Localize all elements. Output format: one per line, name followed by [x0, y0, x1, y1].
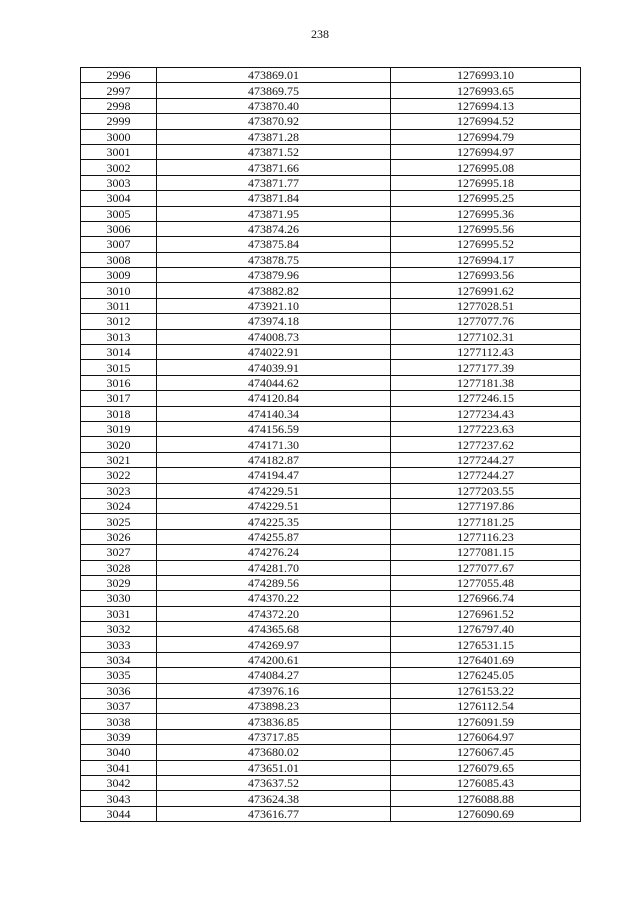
table-row [81, 252, 581, 267]
table-row [81, 652, 581, 667]
table-row [81, 129, 581, 144]
coordinates-table [80, 67, 581, 822]
point-number-cell: 3029 [81, 575, 157, 590]
point-number-cell: 2998 [81, 98, 157, 113]
x-coordinate-cell: 474276.24 [157, 545, 391, 560]
table-row [81, 314, 581, 329]
x-coordinate-cell: 473878.75 [157, 252, 391, 267]
table-row [81, 98, 581, 113]
table-row [81, 375, 581, 390]
y-coordinate-cell: 1276091.59 [391, 714, 581, 729]
point-number-cell: 3022 [81, 468, 157, 483]
point-number-cell: 3034 [81, 652, 157, 667]
x-coordinate-cell: 474044.62 [157, 375, 391, 390]
point-number-cell: 3001 [81, 144, 157, 159]
table-row [81, 760, 581, 775]
table-row [81, 683, 581, 698]
y-coordinate-cell: 1277197.86 [391, 498, 581, 513]
x-coordinate-cell: 474255.87 [157, 529, 391, 544]
y-coordinate-cell: 1277181.38 [391, 375, 581, 390]
y-coordinate-cell: 1277077.67 [391, 560, 581, 575]
point-number-cell: 3020 [81, 437, 157, 452]
x-coordinate-cell: 473871.28 [157, 129, 391, 144]
table-row [81, 729, 581, 744]
point-number-cell: 3021 [81, 452, 157, 467]
x-coordinate-cell: 474022.91 [157, 345, 391, 360]
y-coordinate-cell: 1277028.51 [391, 298, 581, 313]
table-row [81, 791, 581, 806]
x-coordinate-cell: 474229.51 [157, 483, 391, 498]
table-row [81, 437, 581, 452]
table-row [81, 221, 581, 236]
x-coordinate-cell: 473836.85 [157, 714, 391, 729]
y-coordinate-cell: 1276994.17 [391, 252, 581, 267]
table-row [81, 575, 581, 590]
x-coordinate-cell: 473869.75 [157, 83, 391, 98]
table-row [81, 622, 581, 637]
point-number-cell: 2996 [81, 68, 157, 83]
y-coordinate-cell: 1277102.31 [391, 329, 581, 344]
point-number-cell: 3035 [81, 668, 157, 683]
point-number-cell: 3010 [81, 283, 157, 298]
x-coordinate-cell: 474365.68 [157, 622, 391, 637]
table-row [81, 83, 581, 98]
y-coordinate-cell: 1276064.97 [391, 729, 581, 744]
point-number-cell: 3004 [81, 191, 157, 206]
y-coordinate-cell: 1276994.13 [391, 98, 581, 113]
y-coordinate-cell: 1276079.65 [391, 760, 581, 775]
table-row [81, 668, 581, 683]
table-row [81, 191, 581, 206]
y-coordinate-cell: 1276995.25 [391, 191, 581, 206]
x-coordinate-cell: 474120.84 [157, 391, 391, 406]
table-row [81, 406, 581, 421]
y-coordinate-cell: 1276401.69 [391, 652, 581, 667]
x-coordinate-cell: 473680.02 [157, 745, 391, 760]
point-number-cell: 3040 [81, 745, 157, 760]
table-row [81, 529, 581, 544]
page-number: 238 [311, 27, 329, 41]
y-coordinate-cell: 1277055.48 [391, 575, 581, 590]
y-coordinate-cell: 1277223.63 [391, 421, 581, 436]
point-number-cell: 2999 [81, 114, 157, 129]
point-number-cell: 3025 [81, 514, 157, 529]
table-row [81, 391, 581, 406]
x-coordinate-cell: 474008.73 [157, 329, 391, 344]
table-row [81, 483, 581, 498]
table-row [81, 345, 581, 360]
y-coordinate-cell: 1276995.56 [391, 221, 581, 236]
x-coordinate-cell: 474039.91 [157, 360, 391, 375]
point-number-cell: 3036 [81, 683, 157, 698]
table-row [81, 714, 581, 729]
table-row [81, 114, 581, 129]
point-number-cell: 3013 [81, 329, 157, 344]
table-row [81, 68, 581, 83]
point-number-cell: 3006 [81, 221, 157, 236]
x-coordinate-cell: 473879.96 [157, 268, 391, 283]
table-row [81, 498, 581, 513]
point-number-cell: 3009 [81, 268, 157, 283]
x-coordinate-cell: 474281.70 [157, 560, 391, 575]
table-row [81, 591, 581, 606]
point-number-cell: 3002 [81, 160, 157, 175]
point-number-cell: 3043 [81, 791, 157, 806]
table-row [81, 421, 581, 436]
point-number-cell: 3007 [81, 237, 157, 252]
x-coordinate-cell: 474229.51 [157, 498, 391, 513]
point-number-cell: 3005 [81, 206, 157, 221]
coordinates-table-body [81, 68, 581, 822]
x-coordinate-cell: 473874.26 [157, 221, 391, 236]
point-number-cell: 3037 [81, 699, 157, 714]
y-coordinate-cell: 1277234.43 [391, 406, 581, 421]
y-coordinate-cell: 1276995.18 [391, 175, 581, 190]
point-number-cell: 3003 [81, 175, 157, 190]
point-number-cell: 3023 [81, 483, 157, 498]
x-coordinate-cell: 474194.47 [157, 468, 391, 483]
y-coordinate-cell: 1276088.88 [391, 791, 581, 806]
x-coordinate-cell: 473717.85 [157, 729, 391, 744]
y-coordinate-cell: 1276245.05 [391, 668, 581, 683]
y-coordinate-cell: 1277077.76 [391, 314, 581, 329]
y-coordinate-cell: 1277177.39 [391, 360, 581, 375]
point-number-cell: 3018 [81, 406, 157, 421]
y-coordinate-cell: 1276531.15 [391, 637, 581, 652]
y-coordinate-cell: 1277237.62 [391, 437, 581, 452]
table-row [81, 329, 581, 344]
point-number-cell: 3015 [81, 360, 157, 375]
y-coordinate-cell: 1276993.65 [391, 83, 581, 98]
x-coordinate-cell: 474140.34 [157, 406, 391, 421]
y-coordinate-cell: 1277203.55 [391, 483, 581, 498]
y-coordinate-cell: 1276994.97 [391, 144, 581, 159]
x-coordinate-cell: 473871.95 [157, 206, 391, 221]
point-number-cell: 3028 [81, 560, 157, 575]
x-coordinate-cell: 473870.40 [157, 98, 391, 113]
point-number-cell: 2997 [81, 83, 157, 98]
point-number-cell: 3019 [81, 421, 157, 436]
point-number-cell: 3012 [81, 314, 157, 329]
y-coordinate-cell: 1276993.56 [391, 268, 581, 283]
point-number-cell: 3031 [81, 606, 157, 621]
y-coordinate-cell: 1276966.74 [391, 591, 581, 606]
table-row [81, 206, 581, 221]
y-coordinate-cell: 1276153.22 [391, 683, 581, 698]
point-number-cell: 3016 [81, 375, 157, 390]
point-number-cell: 3024 [81, 498, 157, 513]
y-coordinate-cell: 1277181.25 [391, 514, 581, 529]
x-coordinate-cell: 474289.56 [157, 575, 391, 590]
x-coordinate-cell: 474269.97 [157, 637, 391, 652]
point-number-cell: 3033 [81, 637, 157, 652]
point-number-cell: 3030 [81, 591, 157, 606]
y-coordinate-cell: 1277112.43 [391, 345, 581, 360]
table-row [81, 237, 581, 252]
point-number-cell: 3026 [81, 529, 157, 544]
table-row [81, 175, 581, 190]
table-row [81, 298, 581, 313]
x-coordinate-cell: 474171.30 [157, 437, 391, 452]
y-coordinate-cell: 1277244.27 [391, 468, 581, 483]
x-coordinate-cell: 473637.52 [157, 775, 391, 790]
x-coordinate-cell: 473871.66 [157, 160, 391, 175]
y-coordinate-cell: 1277081.15 [391, 545, 581, 560]
x-coordinate-cell: 474182.87 [157, 452, 391, 467]
table-row [81, 160, 581, 175]
table-row [81, 699, 581, 714]
y-coordinate-cell: 1276994.52 [391, 114, 581, 129]
point-number-cell: 3000 [81, 129, 157, 144]
x-coordinate-cell: 474370.22 [157, 591, 391, 606]
point-number-cell: 3042 [81, 775, 157, 790]
point-number-cell: 3032 [81, 622, 157, 637]
y-coordinate-cell: 1276797.40 [391, 622, 581, 637]
point-number-cell: 3011 [81, 298, 157, 313]
y-coordinate-cell: 1276112.54 [391, 699, 581, 714]
x-coordinate-cell: 473870.92 [157, 114, 391, 129]
point-number-cell: 3041 [81, 760, 157, 775]
y-coordinate-cell: 1276993.10 [391, 68, 581, 83]
table-row [81, 514, 581, 529]
table-row [81, 360, 581, 375]
point-number-cell: 3044 [81, 806, 157, 821]
x-coordinate-cell: 474225.35 [157, 514, 391, 529]
table-row [81, 144, 581, 159]
y-coordinate-cell: 1276995.52 [391, 237, 581, 252]
x-coordinate-cell: 473871.77 [157, 175, 391, 190]
x-coordinate-cell: 473974.18 [157, 314, 391, 329]
table-row [81, 268, 581, 283]
x-coordinate-cell: 473976.16 [157, 683, 391, 698]
y-coordinate-cell: 1276067.45 [391, 745, 581, 760]
x-coordinate-cell: 473616.77 [157, 806, 391, 821]
x-coordinate-cell: 473882.82 [157, 283, 391, 298]
y-coordinate-cell: 1277116.23 [391, 529, 581, 544]
point-number-cell: 3038 [81, 714, 157, 729]
y-coordinate-cell: 1276085.43 [391, 775, 581, 790]
table-row [81, 468, 581, 483]
x-coordinate-cell: 473651.01 [157, 760, 391, 775]
table-row [81, 283, 581, 298]
table-row [81, 775, 581, 790]
x-coordinate-cell: 473921.10 [157, 298, 391, 313]
x-coordinate-cell: 473869.01 [157, 68, 391, 83]
y-coordinate-cell: 1276995.08 [391, 160, 581, 175]
table-row [81, 545, 581, 560]
point-number-cell: 3027 [81, 545, 157, 560]
x-coordinate-cell: 474372.20 [157, 606, 391, 621]
x-coordinate-cell: 473871.84 [157, 191, 391, 206]
table-row [81, 806, 581, 821]
x-coordinate-cell: 474084.27 [157, 668, 391, 683]
y-coordinate-cell: 1276994.79 [391, 129, 581, 144]
table-row [81, 745, 581, 760]
y-coordinate-cell: 1276090.69 [391, 806, 581, 821]
table-row [81, 606, 581, 621]
x-coordinate-cell: 473875.84 [157, 237, 391, 252]
y-coordinate-cell: 1276961.52 [391, 606, 581, 621]
point-number-cell: 3039 [81, 729, 157, 744]
table-row [81, 637, 581, 652]
point-number-cell: 3017 [81, 391, 157, 406]
point-number-cell: 3008 [81, 252, 157, 267]
x-coordinate-cell: 473898.23 [157, 699, 391, 714]
x-coordinate-cell: 474156.59 [157, 421, 391, 436]
y-coordinate-cell: 1277246.15 [391, 391, 581, 406]
y-coordinate-cell: 1276995.36 [391, 206, 581, 221]
x-coordinate-cell: 473624.38 [157, 791, 391, 806]
point-number-cell: 3014 [81, 345, 157, 360]
y-coordinate-cell: 1276991.62 [391, 283, 581, 298]
y-coordinate-cell: 1277244.27 [391, 452, 581, 467]
x-coordinate-cell: 474200.61 [157, 652, 391, 667]
x-coordinate-cell: 473871.52 [157, 144, 391, 159]
table-row [81, 560, 581, 575]
table-row [81, 452, 581, 467]
